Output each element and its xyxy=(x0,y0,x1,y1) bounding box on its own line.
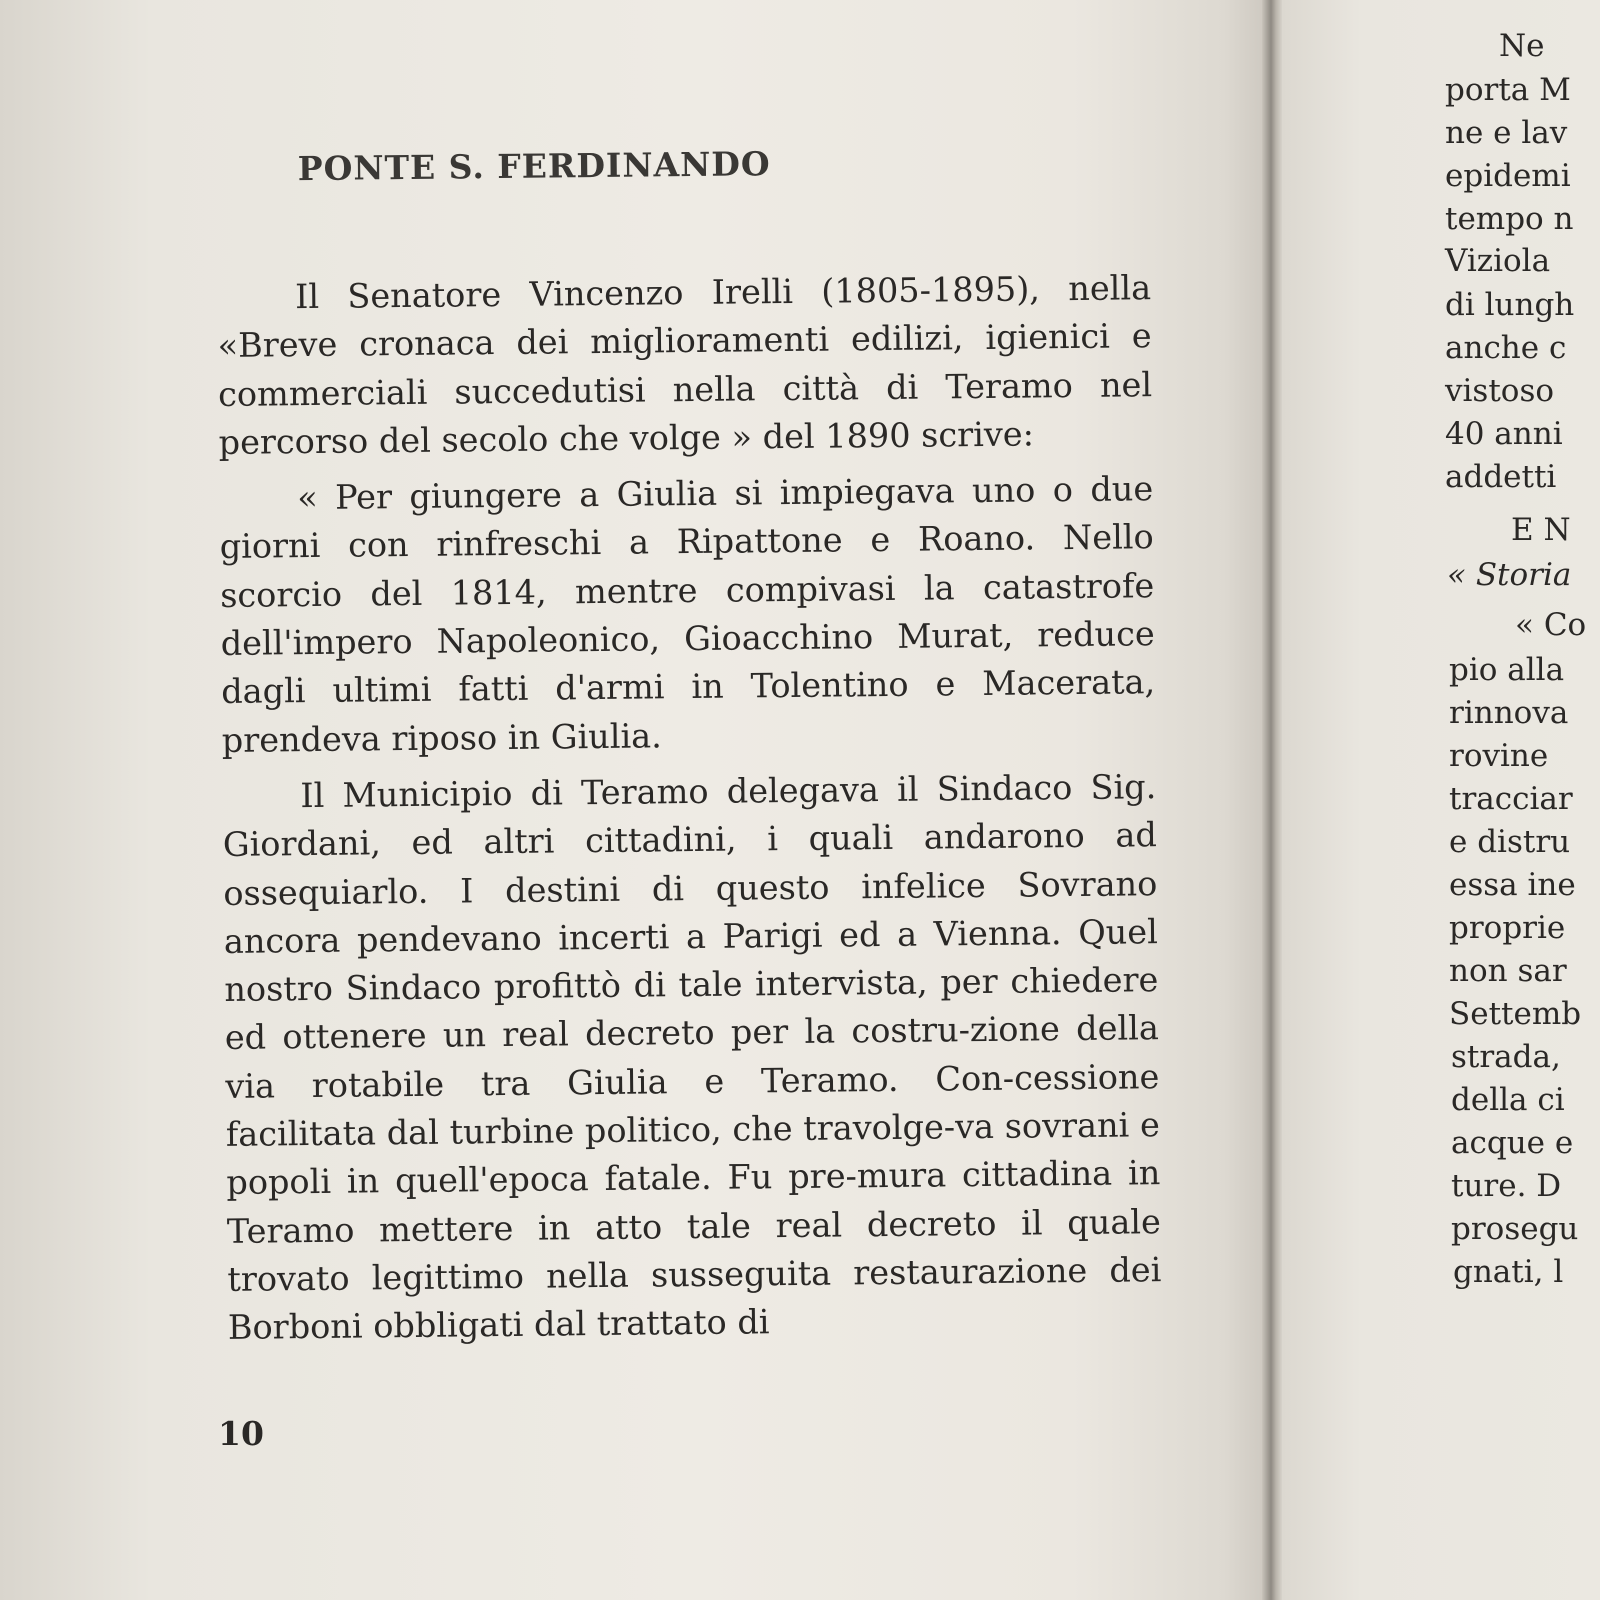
right-line: 40 anni xyxy=(1445,416,1563,452)
paragraph-1: Il Senatore Vincenzo Irelli (1805-1895), nella «Breve cronaca dei miglioramenti edilizi, igienici e commerciali succedutisi nella città di Teramo nel percorso del secolo che volge » del 1890 scrive: xyxy=(217,268,1153,462)
right-page xyxy=(1282,0,1600,1600)
paragraph-2: « Per giungere a Giulia si impiegava uno o due giorni con rinfreschi a Ripattone e Roano. Nello scorcio del 1814, mentre compivasi la catastrofe dell'impero Napoleonico, Gioacchino Murat, reduce dagli ultimi fatti d'armi in Tolentino e Macerata, prendeva riposo in Giulia. xyxy=(219,469,1156,760)
right-line: prosegu xyxy=(1451,1211,1579,1247)
right-line: ture. D xyxy=(1451,1168,1562,1204)
right-line: « Storia xyxy=(1447,557,1572,593)
right-line: rinnova xyxy=(1449,695,1569,731)
right-line: ne e lav xyxy=(1445,115,1568,151)
right-line: E N xyxy=(1511,512,1571,548)
right-line: « Co xyxy=(1515,607,1587,643)
right-line: Viziola xyxy=(1445,243,1551,279)
paragraph-3: Il Municipio di Teramo delegava il Sindaco Sig. Giordani, ed altri cittadini, i quali andarono ad ossequiarlo. I destini di questo infelice Sovrano ancora pendevano incerti a Parigi ed a Vienna. Quel nostro Sindaco profittò di tale intervista, per chiedere ed ottenere un real decreto per la costru-zione della via rotabile tra Giulia e Teramo. Con-cessione facilitata dal turbine politico, che travolge-va sovrani e popoli in quell'epoca fatale. Fu pre-mura cittadina in Teramo mettere in atto tale real decreto il quale trovato legittimo nella susseguita restaurazione dei Borboni obbligati dal trattato di xyxy=(222,767,1162,1348)
right-line: gnati, l xyxy=(1453,1254,1564,1290)
right-line: Ne xyxy=(1499,28,1545,64)
page-number: 10 xyxy=(218,1414,264,1453)
body-text xyxy=(217,264,1162,1360)
right-line: strada, xyxy=(1451,1039,1561,1075)
right-line: di lungh xyxy=(1445,287,1575,323)
right-line: epidemi xyxy=(1445,158,1571,194)
right-line: proprie xyxy=(1449,910,1566,946)
book-gutter xyxy=(1262,0,1282,1600)
right-line: vistoso xyxy=(1445,373,1555,409)
section-heading: PONTE S. FERDINANDO xyxy=(297,144,771,189)
right-line: acque e xyxy=(1451,1125,1574,1161)
right-line: e distru xyxy=(1449,824,1571,860)
right-line: Settemb xyxy=(1449,996,1582,1032)
right-line: della ci xyxy=(1451,1082,1565,1118)
right-line: essa ine xyxy=(1449,867,1576,903)
right-line: addetti xyxy=(1445,459,1557,495)
right-line: anche c xyxy=(1445,330,1567,366)
right-line: rovine xyxy=(1449,738,1549,774)
right-line: porta M xyxy=(1445,72,1571,108)
right-line: non sar xyxy=(1449,953,1567,989)
right-line: tracciar xyxy=(1449,781,1573,817)
right-line: tempo n xyxy=(1445,201,1574,237)
right-line: pio alla xyxy=(1449,652,1565,688)
